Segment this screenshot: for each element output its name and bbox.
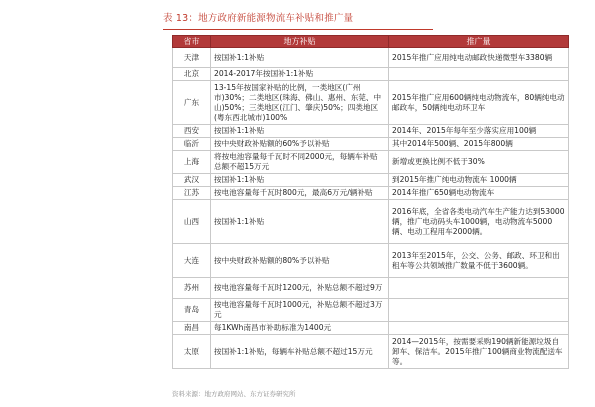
promotion-cell: 其中2014年500辆、2015年800辆: [389, 138, 569, 151]
promotion-cell: [389, 68, 569, 81]
subsidy-cell: 按电池容量每千瓦时1200元，补贴总额不超过9万: [211, 278, 389, 299]
city-cell: 上海: [173, 151, 211, 174]
subsidy-cell: 每1KWh南昌市补助标准为1400元: [211, 322, 389, 335]
table-row: [173, 299, 569, 322]
subsidy-cell: 按国补1:1补贴: [211, 125, 389, 138]
city-cell: 青岛: [173, 299, 211, 322]
table-row: [173, 138, 569, 151]
promotion-cell: [389, 278, 569, 299]
subsidy-cell: 按中央财政补贴额的80%予以补贴: [211, 244, 389, 278]
subsidy-cell: 按国补1:1补贴: [211, 48, 389, 68]
table-row: [173, 335, 569, 369]
city-cell: 南昌: [173, 322, 211, 335]
table-title: 表 13：地方政府新能源物流车补贴和推广量: [163, 13, 354, 24]
source-note: 资料来源：地方政府网站、东方证券研究所: [172, 390, 296, 398]
table-row: [173, 48, 569, 68]
city-cell: 大连: [173, 244, 211, 278]
subsidy-cell: 将按电池容量每千瓦时不同2000元，每辆车补贴总额不超15万元: [211, 151, 389, 174]
table-row: [173, 244, 569, 278]
table-row: [173, 278, 569, 299]
table-row: [173, 68, 569, 81]
promotion-cell: 2015年推广应用600辆纯电动物流车，80辆纯电动邮政车，50辆纯电动环卫车: [389, 81, 569, 125]
subsidy-cell: 按电池容量每千瓦时800元，最高6万元/辆补贴: [211, 187, 389, 200]
subsidy-cell: 按国补1:1补贴，每辆车补贴总额不超过15万元: [211, 335, 389, 369]
table-row: [173, 151, 569, 174]
promotion-cell: 2015年推广应用纯电动邮政快递微型车3380辆: [389, 48, 569, 68]
city-cell: 山西: [173, 200, 211, 244]
subsidy-cell: 13-15年按国家补贴的比例，一类地区(广州市)30%；二类地区(珠海、佛山、惠州、东莞、中山)50%；三类地区(江门、肇庆)50%；四类地区(粤东西北城市)100%: [211, 81, 389, 125]
table-header-row: [173, 36, 569, 48]
promotion-cell: 2016年底，全省各类电动汽车生产能力达到53000辆，推广电动码头车1000辆，电动物流车5000辆、电动工程用车2000辆。: [389, 200, 569, 244]
promotion-cell: 新增或更换比例不低于30%: [389, 151, 569, 174]
promotion-cell: 2014—2015年，按需要采购190辆新能源垃圾自卸车、保洁车。2015年推广100辆商业物流配送车等。: [389, 335, 569, 369]
column-header-subsidy: 地方补贴: [211, 36, 389, 48]
promotion-cell: [389, 322, 569, 335]
table-row: [173, 125, 569, 138]
subsidy-cell: 按国补1:1补贴: [211, 200, 389, 244]
city-cell: 临沂: [173, 138, 211, 151]
city-cell: 太原: [173, 335, 211, 369]
promotion-cell: 2014年、2015年每年至少落实应用100辆: [389, 125, 569, 138]
city-cell: 广东: [173, 81, 211, 125]
title-divider: [163, 29, 433, 30]
table-row: [173, 174, 569, 187]
city-cell: 天津: [173, 48, 211, 68]
subsidy-table: [172, 35, 569, 369]
column-header-promotion: 推广量: [389, 36, 569, 48]
promotion-cell: 到2015年推广纯电动物流车 1000辆: [389, 174, 569, 187]
table-row: [173, 200, 569, 244]
column-header-city: 省市: [173, 36, 211, 48]
promotion-cell: 2014年推广650辆电动物流车: [389, 187, 569, 200]
city-cell: 武汉: [173, 174, 211, 187]
promotion-cell: [389, 299, 569, 322]
city-cell: 西安: [173, 125, 211, 138]
subsidy-cell: 按电池容量每千瓦时1000元，补贴总额不超过3万元: [211, 299, 389, 322]
promotion-cell: 2013年至2015年，公交、公务、邮政、环卫和出租车等公共领域推广数量不低于3600辆。: [389, 244, 569, 278]
table-row: [173, 322, 569, 335]
subsidy-cell: 按中央财政补贴额的60%予以补贴: [211, 138, 389, 151]
table-row: [173, 187, 569, 200]
subsidy-cell: 2014-2017年按国补1:1补贴: [211, 68, 389, 81]
city-cell: 北京: [173, 68, 211, 81]
city-cell: 江苏: [173, 187, 211, 200]
subsidy-cell: 按国补1:1补贴: [211, 174, 389, 187]
table-row: [173, 81, 569, 125]
city-cell: 苏州: [173, 278, 211, 299]
